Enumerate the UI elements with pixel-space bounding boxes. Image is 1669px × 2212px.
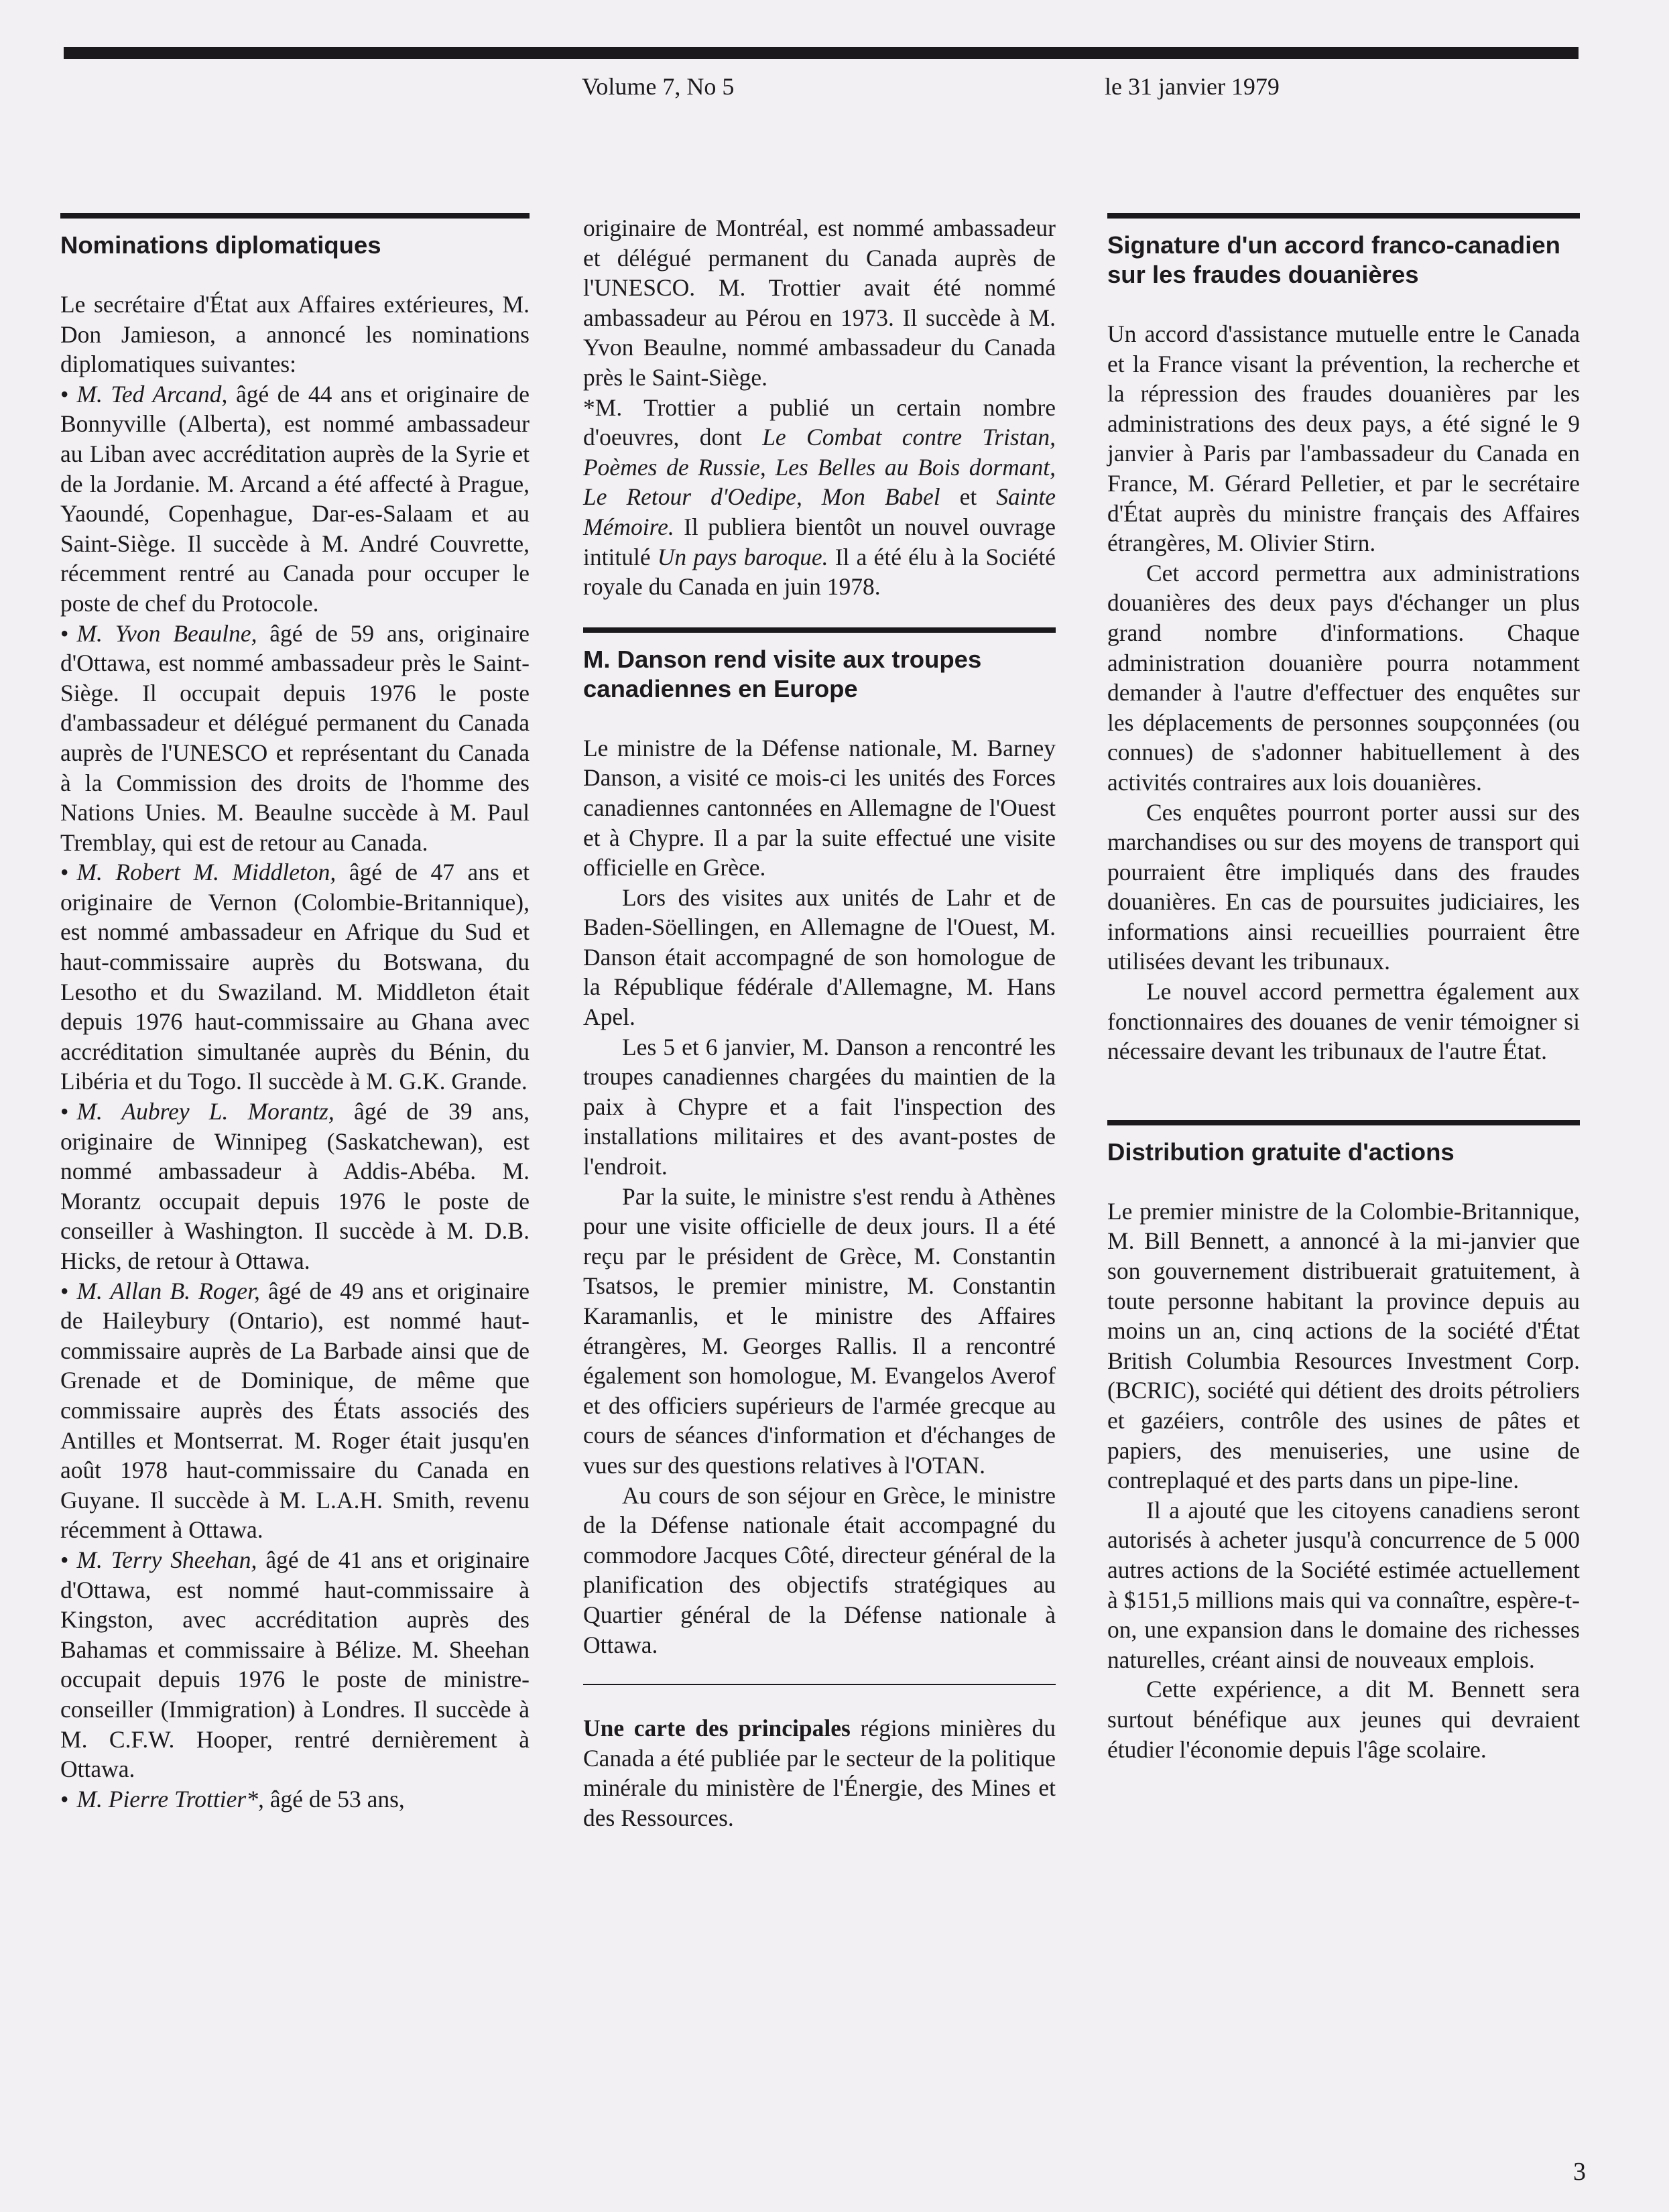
mineral-map-note: Une carte des principales régions minières du Canada a été publiée par le secteur de la politique minérale du ministère de l'Énergie, des Mines et des Ressources. <box>583 1715 1056 1831</box>
nomination-item: • M. Aubrey L. Morantz, âgé de 39 ans, originaire de Winnipeg (Saskatchewan), est nommé ambassadeur à Addis-Abéba. M. Morantz occupait depuis 1976 le poste de conseiller à Washington. Il succède à M. D.B. Hicks, de retour à Ottawa. <box>60 1098 530 1274</box>
article-paragraph: Les 5 et 6 janvier, M. Danson a rencontré les troupes canadiennes chargées du maintien de la paix à Chypre et a fait l'inspection des installations militaires et des avant-postes de l'endroit. <box>583 1033 1056 1180</box>
headline-danson: M. Danson rend visite aux troupes canadiennes en Europe <box>583 645 982 702</box>
column-1 <box>60 213 530 1814</box>
article-paragraph: Un accord d'assistance mutuelle entre le Canada et la France visant la prévention, la recherche et la répression des fraudes douanières par les administrations des deux pays, a été signé le 9 janvier à Paris par l'ambassadeur du Canada en France, M. Gérard Pelletier, et par le secrétaire d'État auprès du ministre français des Affaires étrangères, M. Olivier Stirn. <box>1107 320 1580 557</box>
article-paragraph: Cet accord permettra aux administrations douanières des deux pays d'échanger un plus grand nombre d'informations. Chaque administration douanière pourra notamment demander à l'autre d'effectuer des enquêtes sur les déplacements de personnes soupçonnées (ou connues) de s'adonner habituellement à des activités contraires aux lois douanières. <box>1107 559 1580 796</box>
nomination-item: • M. Ted Arcand, âgé de 44 ans et originaire de Bonnyville (Alberta), est nommé ambassadeur au Liban avec accréditation auprès de la Syrie et de la Jordanie. M. Arcand a été affecté à Prague, Yaoundé, Copenhague, Dar-es-Salaam et au Saint-Siège. Il succède à M. André Couvrette, récemment rentré au Canada pour occuper le poste de chef du Protocole. <box>60 380 530 617</box>
section-rule <box>1107 1120 1580 1125</box>
headline-customs-accord: Signature d'un accord franco-canadien sur les fraudes douanières <box>1107 231 1560 288</box>
article-paragraph: Le nouvel accord permettra également aux fonctionnaires des douanes de venir témoigner si nécessaire devant les tribunaux de l'autre État. <box>1107 978 1580 1065</box>
column-2 <box>583 213 1056 1833</box>
thin-rule <box>583 1684 1056 1685</box>
column-3 <box>1107 213 1580 1764</box>
article-paragraph: Ces enquêtes pourront porter aussi sur des marchandises ou sur des moyens de transport qui pourraient être impliqués dans des fraudes douanières. En cas de poursuites judiciaires, les informations ainsi recueillies pourraient être utilisées devant les tribunaux. <box>1107 798 1580 975</box>
headline-nominations: Nominations diplomatiques <box>60 231 381 259</box>
footnote-paragraph: *M. Trottier a publié un certain nombre d'oeuvres, dont Le Combat contre Tristan, Poèmes de Russie, Les Belles au Bois dormant, Le Retour d'Oedipe, Mon Babel et Sainte Mémoire. Il publiera bientôt un nouvel ouvrage intitulé Un pays baroque. Il a été élu à la Société royale du Canada en juin 1978. <box>583 393 1056 601</box>
page-number: 3 <box>1573 2158 1586 2186</box>
nomination-item: • M. Pierre Trottier*, âgé de 53 ans, <box>60 1785 405 1812</box>
nomination-item: • M. Robert M. Middleton, âgé de 47 ans et originaire de Vernon (Colombie-Britannique), est nommé ambassadeur en Afrique du Sud et haut-commissaire auprès du Botswana, du Lesotho et du Swaziland. M. Middleton était depuis 1976 haut-commissaire au Ghana avec accréditation simultanée auprès du Bénin, du Libéria et du Togo. Il succède à M. G.K. Grande. <box>60 859 530 1095</box>
headline-free-shares: Distribution gratuite d'actions <box>1107 1138 1455 1166</box>
article-paragraph: Il a ajouté que les citoyens canadiens seront autorisés à acheter jusqu'à concurrence de 5 000 autres actions de la Société estimée actuellement à $151,5 millions mais qui va connaître, espère-t-on, une expansion dans le domaine des richesses naturelles, créant ainsi de nouveaux emplois. <box>1107 1496 1580 1673</box>
section-rule <box>60 213 530 219</box>
article-paragraph: Le ministre de la Défense nationale, M. Barney Danson, a visité ce mois-ci les unités des Forces canadiennes cantonnées en Allemagne de l'Ouest et à Chypre. Il a par la suite effectué une visite officielle en Grèce. <box>583 734 1056 881</box>
article-paragraph: Cette expérience, a dit M. Bennett sera surtout bénéfique aux jeunes qui devraient étudier l'économie depuis l'âge scolaire. <box>1107 1676 1580 1763</box>
issue-date: le 31 janvier 1979 <box>1105 73 1280 100</box>
volume-number: Volume 7, No 5 <box>582 73 735 100</box>
continuation-paragraph: originaire de Montréal, est nommé ambassadeur et délégué permanent du Canada auprès de l'UNESCO. M. Trottier avait été nommé ambassadeur au Pérou en 1973. Il succède à M. Yvon Beaulne, nommé ambassadeur du Canada près le Saint-Siège. <box>583 214 1056 391</box>
section-rule <box>1107 213 1580 219</box>
top-rule <box>64 47 1579 59</box>
nomination-item: • M. Yvon Beaulne, âgé de 59 ans, originaire d'Ottawa, est nommé ambassadeur près le Saint-Siège. Il occupait depuis 1976 le poste d'ambassadeur et délégué permanent du Canada auprès de l'UNESCO et représentant du Canada à la Commission des droits de l'homme des Nations Unies. M. Beaulne succède à M. Paul Tremblay, qui est de retour au Canada. <box>60 619 530 856</box>
nominee-name: M. Ted Arcand, <box>76 380 228 408</box>
nominee-name: M. Yvon Beaulne, <box>76 619 257 647</box>
masthead <box>0 67 1669 107</box>
article-paragraph: Lors des visites aux unités de Lahr et de Baden-Söellingen, en Allemagne de l'Ouest, M. Danson était accompagné de son homologue de la République fédérale d'Allemagne, M. Hans Apel. <box>583 883 1056 1031</box>
article-paragraph: Par la suite, le ministre s'est rendu à Athènes pour une visite officielle de deux jours. Il a été reçu par le président de Grèce, M. Constantin Tsatsos, le premier ministre, M. Constantin Karamanlis, et le ministre des Affaires étrangères, M. Georges Rallis. Il a rencontré également son homologue, M. Evangelos Averof et des officiers supérieurs de l'armée grecque au cours de séances d'information et d'échanges de vues sur des questions relatives à l'OTAN. <box>583 1182 1056 1479</box>
nominee-name: M. Pierre Trottier*, <box>76 1785 264 1812</box>
nominee-name: M. Aubrey L. Morantz, <box>76 1098 334 1125</box>
nominee-name: M. Allan B. Roger, <box>76 1277 260 1304</box>
nominee-name: M. Robert M. Middleton, <box>76 859 336 886</box>
article-paragraph: Au cours de son séjour en Grèce, le ministre de la Défense nationale était accompagné du commodore Jacques Côté, directeur général de la planification des objectifs stratégiques au Quartier général de la Défense nationale à Ottawa. <box>583 1481 1056 1658</box>
section-rule <box>583 627 1056 633</box>
article-paragraph: Le premier ministre de la Colombie-Britannique, M. Bill Bennett, a annoncé à la mi-janvier que son gouvernement distribuerait gratuitement, à toute personne habitant la province depuis au moins un an, cinq actions de la société d'État British Columbia Resources Investment Corp. (BCRIC), société qui détient des droits pétroliers et gazéiers, contrôle des usines de pâtes et papiers, des menuiseries, une usine de contreplaqué et des parts dans un pipe-line. <box>1107 1197 1580 1494</box>
intro-paragraph: Le secrétaire d'État aux Affaires extérieures, M. Don Jamieson, a annoncé les nominations diplomatiques suivantes: <box>60 291 530 378</box>
nomination-item: • M. Terry Sheehan, âgé de 41 ans et originaire d'Ottawa, est nommé haut-commissaire à Kingston, avec accréditation auprès des Bahamas et commissaire à Bélize. M. Sheehan occupait depuis 1976 le poste de ministre-conseiller (Immigration) à Londres. Il succède à M. C.F.W. Hooper, rentré dernièrement à Ottawa. <box>60 1546 530 1783</box>
nomination-item: • M. Allan B. Roger, âgé de 49 ans et originaire de Haileybury (Ontario), est nommé haut-commissaire auprès de La Barbade ainsi que de Grenade et de Dominique, de même que commissaire auprès des États associés des Antilles et Montserrat. M. Roger était jusqu'en août 1978 haut-commissaire du Canada en Guyane. Il succède à M. L.A.H. Smith, revenu récemment à Ottawa. <box>60 1277 530 1544</box>
nominee-name: M. Terry Sheehan, <box>76 1546 257 1573</box>
